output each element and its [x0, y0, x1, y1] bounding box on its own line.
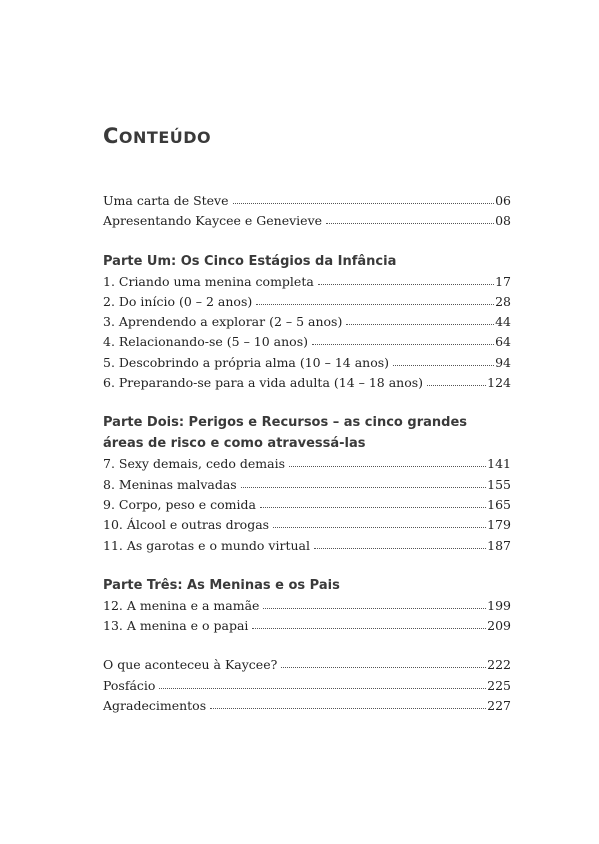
- toc-entry-page-number: 06: [495, 193, 511, 208]
- toc-entry-page-number: 199: [487, 597, 511, 613]
- toc-entry-page-number: 28: [495, 293, 511, 309]
- toc-entry-page-number: 94: [495, 354, 511, 370]
- dot-leader: [346, 323, 494, 325]
- toc-section: [103, 655, 511, 716]
- toc-entry: [103, 332, 511, 352]
- dot-leader: [289, 465, 486, 467]
- toc-entry: [103, 655, 511, 675]
- toc-entry: [103, 596, 511, 616]
- dot-leader: [314, 547, 486, 549]
- toc-entry-label: Uma carta de Steve: [103, 193, 229, 208]
- toc-entry-label: 13. A menina e o papai: [103, 618, 249, 634]
- toc-entry-page-number: 227: [487, 698, 511, 714]
- toc-section: [103, 191, 511, 232]
- toc-entry: [103, 454, 511, 474]
- toc-section: [103, 251, 511, 394]
- dot-leader: [393, 364, 494, 366]
- toc-entry-page-number: 17: [495, 273, 511, 289]
- toc-section: [103, 575, 511, 637]
- dot-leader: [210, 707, 486, 709]
- toc-entry-page-number: 08: [495, 213, 511, 229]
- toc-entry-page-number: 155: [487, 476, 511, 492]
- toc-entry-label: 1. Criando uma menina completa: [103, 273, 314, 289]
- toc-entry: [103, 515, 511, 535]
- section-heading: Parte Um: Os Cinco Estágios da Infância: [103, 253, 397, 269]
- toc-section: [103, 412, 511, 555]
- toc-entry-label: Apresentando Kaycee e Genevieve: [103, 213, 323, 229]
- toc-entry-label: 8. Meninas malvadas: [103, 476, 237, 492]
- toc-entry-label: 7. Sexy demais, cedo demais: [103, 456, 286, 472]
- toc-entry-label: 10. Álcool e outras drogas: [103, 517, 270, 533]
- page-title: [103, 124, 211, 148]
- toc-entry: [103, 616, 511, 636]
- toc-entry: [103, 312, 511, 332]
- toc-entry: [103, 211, 511, 231]
- dot-leader: [260, 506, 486, 508]
- page-title-initial: C: [103, 124, 119, 148]
- dot-leader: [312, 343, 494, 345]
- toc-entry-label: 6. Preparando-se para a vida adulta (14 – 18 anos): [103, 375, 424, 391]
- toc-entry-page-number: 141: [487, 456, 511, 472]
- toc-entry: [103, 191, 511, 211]
- toc-entry-label: 12. A menina e a mamãe: [103, 597, 260, 613]
- toc-entry: [103, 475, 511, 495]
- toc-entry: [103, 353, 511, 373]
- dot-leader: [241, 486, 486, 488]
- dot-leader: [252, 627, 486, 629]
- toc-entry: [103, 292, 511, 312]
- toc-entry-page-number: 165: [487, 496, 511, 512]
- table-of-contents: [103, 191, 511, 735]
- dot-leader: [263, 607, 486, 609]
- toc-entry-page-number: 187: [487, 537, 511, 553]
- toc-entry-label: O que aconteceu à Kaycee?: [103, 657, 278, 673]
- dot-leader: [233, 202, 495, 204]
- toc-entry: [103, 536, 511, 556]
- toc-entry: [103, 373, 511, 393]
- toc-entry: [103, 696, 511, 716]
- dot-leader: [427, 384, 486, 386]
- toc-entry-page-number: 179: [487, 517, 511, 533]
- toc-entry-label: 2. Do início (0 – 2 anos): [103, 293, 253, 309]
- toc-entry-label: Posfácio: [103, 677, 156, 693]
- toc-entry-label: Agradecimentos: [103, 698, 207, 714]
- section-heading: Parte Três: As Meninas e os Pais: [103, 577, 340, 593]
- toc-entry-page-number: 222: [487, 657, 511, 673]
- dot-leader: [273, 526, 486, 528]
- toc-entry-label: 11. As garotas e o mundo virtual: [103, 537, 310, 553]
- dot-leader: [318, 283, 494, 285]
- toc-entry-label: 5. Descobrindo a própria alma (10 – 14 anos): [103, 354, 390, 370]
- toc-entry: [103, 676, 511, 696]
- toc-entry: [103, 495, 511, 515]
- dot-leader: [281, 666, 486, 668]
- toc-entry-label: 9. Corpo, peso e comida: [103, 496, 256, 512]
- dot-leader: [326, 222, 494, 224]
- toc-entry-page-number: 124: [487, 375, 511, 391]
- toc-entry-label: 4. Relacionando-se (5 – 10 anos): [103, 334, 308, 350]
- toc-entry-page-number: 44: [495, 314, 511, 330]
- page-title-rest: ONTEÚDO: [118, 128, 212, 147]
- section-heading: Parte Dois: Perigos e Recursos – as cinco grandes áreas de risco e como atravessá-las: [103, 415, 467, 452]
- toc-entry: [103, 272, 511, 292]
- dot-leader: [256, 303, 494, 305]
- toc-entry-page-number: 64: [495, 334, 511, 350]
- toc-entry-label: 3. Aprendendo a explorar (2 – 5 anos): [103, 314, 343, 330]
- toc-entry-page-number: 225: [487, 677, 511, 693]
- toc-entry-page-number: 209: [487, 618, 511, 634]
- dot-leader: [159, 687, 486, 689]
